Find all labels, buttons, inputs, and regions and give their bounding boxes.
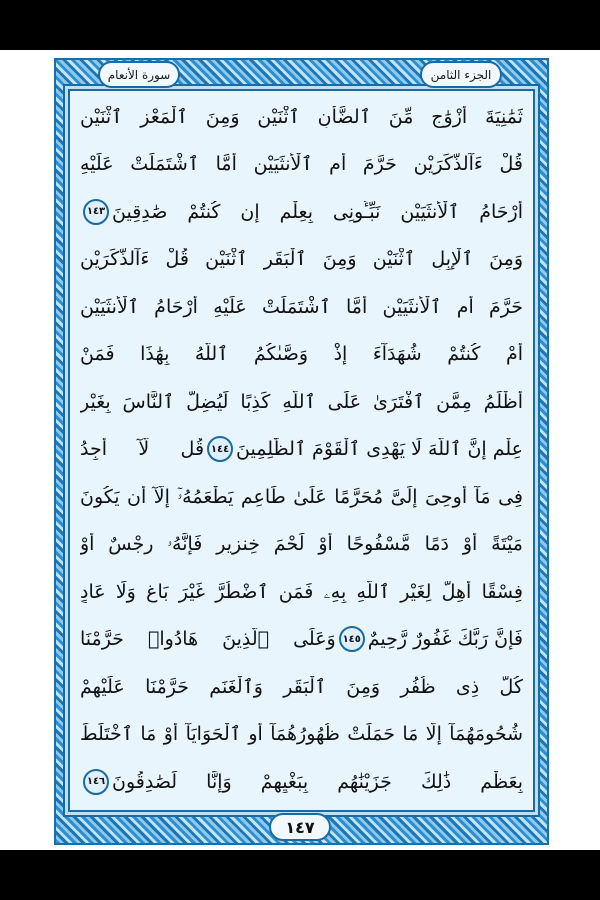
verse-line xyxy=(80,93,523,140)
verse-line xyxy=(80,568,523,615)
line-text: قُلْ ءَآلذَّكَرَيْنِ حَرَّمَ أَمِ ٱلْأُنثَيَيْنِ أَمَّا ٱشْتَمَلَتْ عَلَيْهِ xyxy=(80,153,523,175)
verse-line xyxy=(80,188,523,235)
verse-line xyxy=(80,473,523,520)
line-text: فِسْقًا أُهِلَّ لِغَيْرِ ٱللَّهِ بِهِۦ فَمَنِ ٱضْطُرَّ غَيْرَ بَاغٍ وَلَا عَادٍ xyxy=(80,580,523,603)
juz-name-header: الجزء الثامن xyxy=(420,61,502,88)
verse-line xyxy=(80,758,523,805)
line-text: عِلْمٍ إِنَّ ٱللَّهَ لَا يَهْدِى ٱلْقَوْمَ ٱلظَّٰلِمِينَ xyxy=(236,438,523,460)
line-text: وَمِنَ ٱلْإِبِلِ ٱثْنَيْنِ وَمِنَ ٱلْبَقَرِ ٱثْنَيْنِ قُلْ ءَآلذَّكَرَيْنِ xyxy=(80,248,523,270)
page-number: ١٤٧ xyxy=(269,813,331,841)
verse-line xyxy=(80,141,523,188)
ayah-number-marker: ١٤٤ xyxy=(207,436,233,462)
line-text: أَمْ كُنتُمْ شُهَدَآءَ إِذْ وَصَّىٰكُمُ ٱللَّهُ بِهَٰذَا فَمَنْ xyxy=(80,343,523,365)
verse-line xyxy=(80,331,523,378)
verse-line xyxy=(80,663,523,710)
surah-name-header: سورة الأنعام xyxy=(98,61,180,88)
verse-line xyxy=(80,616,523,663)
line-text-continued: قُل لَّآ أَجِدُ xyxy=(80,438,205,460)
verse-line xyxy=(80,283,523,330)
line-text-continued: وَعَلَى ٱلَّذِينَ هَادُوا۟ حَرَّمْنَا xyxy=(80,628,336,650)
verse-line xyxy=(80,236,523,283)
ayah-number-marker: ١٤٦ xyxy=(83,769,109,795)
line-text: أَرْحَامُ ٱلْأُنثَيَيْنِ نَبِّـُٔونِى بِعِلْمٍ إِن كُنتُمْ صَٰدِقِينَ xyxy=(112,200,523,223)
ayah-number-marker: ١٤٣ xyxy=(83,199,109,225)
line-text: فِى مَآ أُوحِىَ إِلَىَّ مُحَرَّمًا عَلَىٰ طَاعِمٍ يَطْعَمُهُۥٓ إِلَّآ أَن يَكُونَ xyxy=(80,485,523,508)
verse-line xyxy=(80,521,523,568)
ayah-number-marker: ١٤٥ xyxy=(339,626,365,652)
line-text: كُلَّ ذِى ظُفُرٍ وَمِنَ ٱلْبَقَرِ وَٱلْغَنَمِ حَرَّمْنَا عَلَيْهِمْ xyxy=(80,675,523,698)
verse-line xyxy=(80,711,523,758)
line-text: شُحُومَهُمَآ إِلَّا مَا حَمَلَتْ ظُهُورُهُمَآ أَوِ ٱلْحَوَايَآ أَوْ مَا ٱخْتَلَطَ xyxy=(80,723,523,745)
line-text: أَظْلَمُ مِمَّنِ ٱفْتَرَىٰ عَلَى ٱللَّهِ كَذِبًا لِّيُضِلَّ ٱلنَّاسَ بِغَيْرِ xyxy=(80,390,523,413)
line-text: فَإِنَّ رَبَّكَ غَفُورٌ رَّحِيمٌ xyxy=(367,628,523,650)
verse-lines xyxy=(80,93,523,805)
line-text: مَيْتَةً أَوْ دَمًا مَّسْفُوحًا أَوْ لَحْمَ خِنزِيرٍ فَإِنَّهُۥ رِجْسٌ أَوْ xyxy=(80,533,523,555)
verse-line xyxy=(80,426,523,473)
line-text: ثَمَٰنِيَةَ أَزْوَٰجٍ مِّنَ ٱلضَّأْنِ ٱثْنَيْنِ وَمِنَ ٱلْمَعْزِ ٱثْنَيْنِ xyxy=(80,105,523,128)
line-text: حَرَّمَ أَمِ ٱلْأُنثَيَيْنِ أَمَّا ٱشْتَمَلَتْ عَلَيْهِ أَرْحَامُ ٱلْأُنثَيَيْنِ xyxy=(80,295,523,318)
line-text: بِعَظْمٍ ذَٰلِكَ جَزَيْنَٰهُم بِبَغْيِهِمْ وَإِنَّا لَصَٰدِقُونَ xyxy=(112,770,523,793)
verse-line xyxy=(80,378,523,425)
